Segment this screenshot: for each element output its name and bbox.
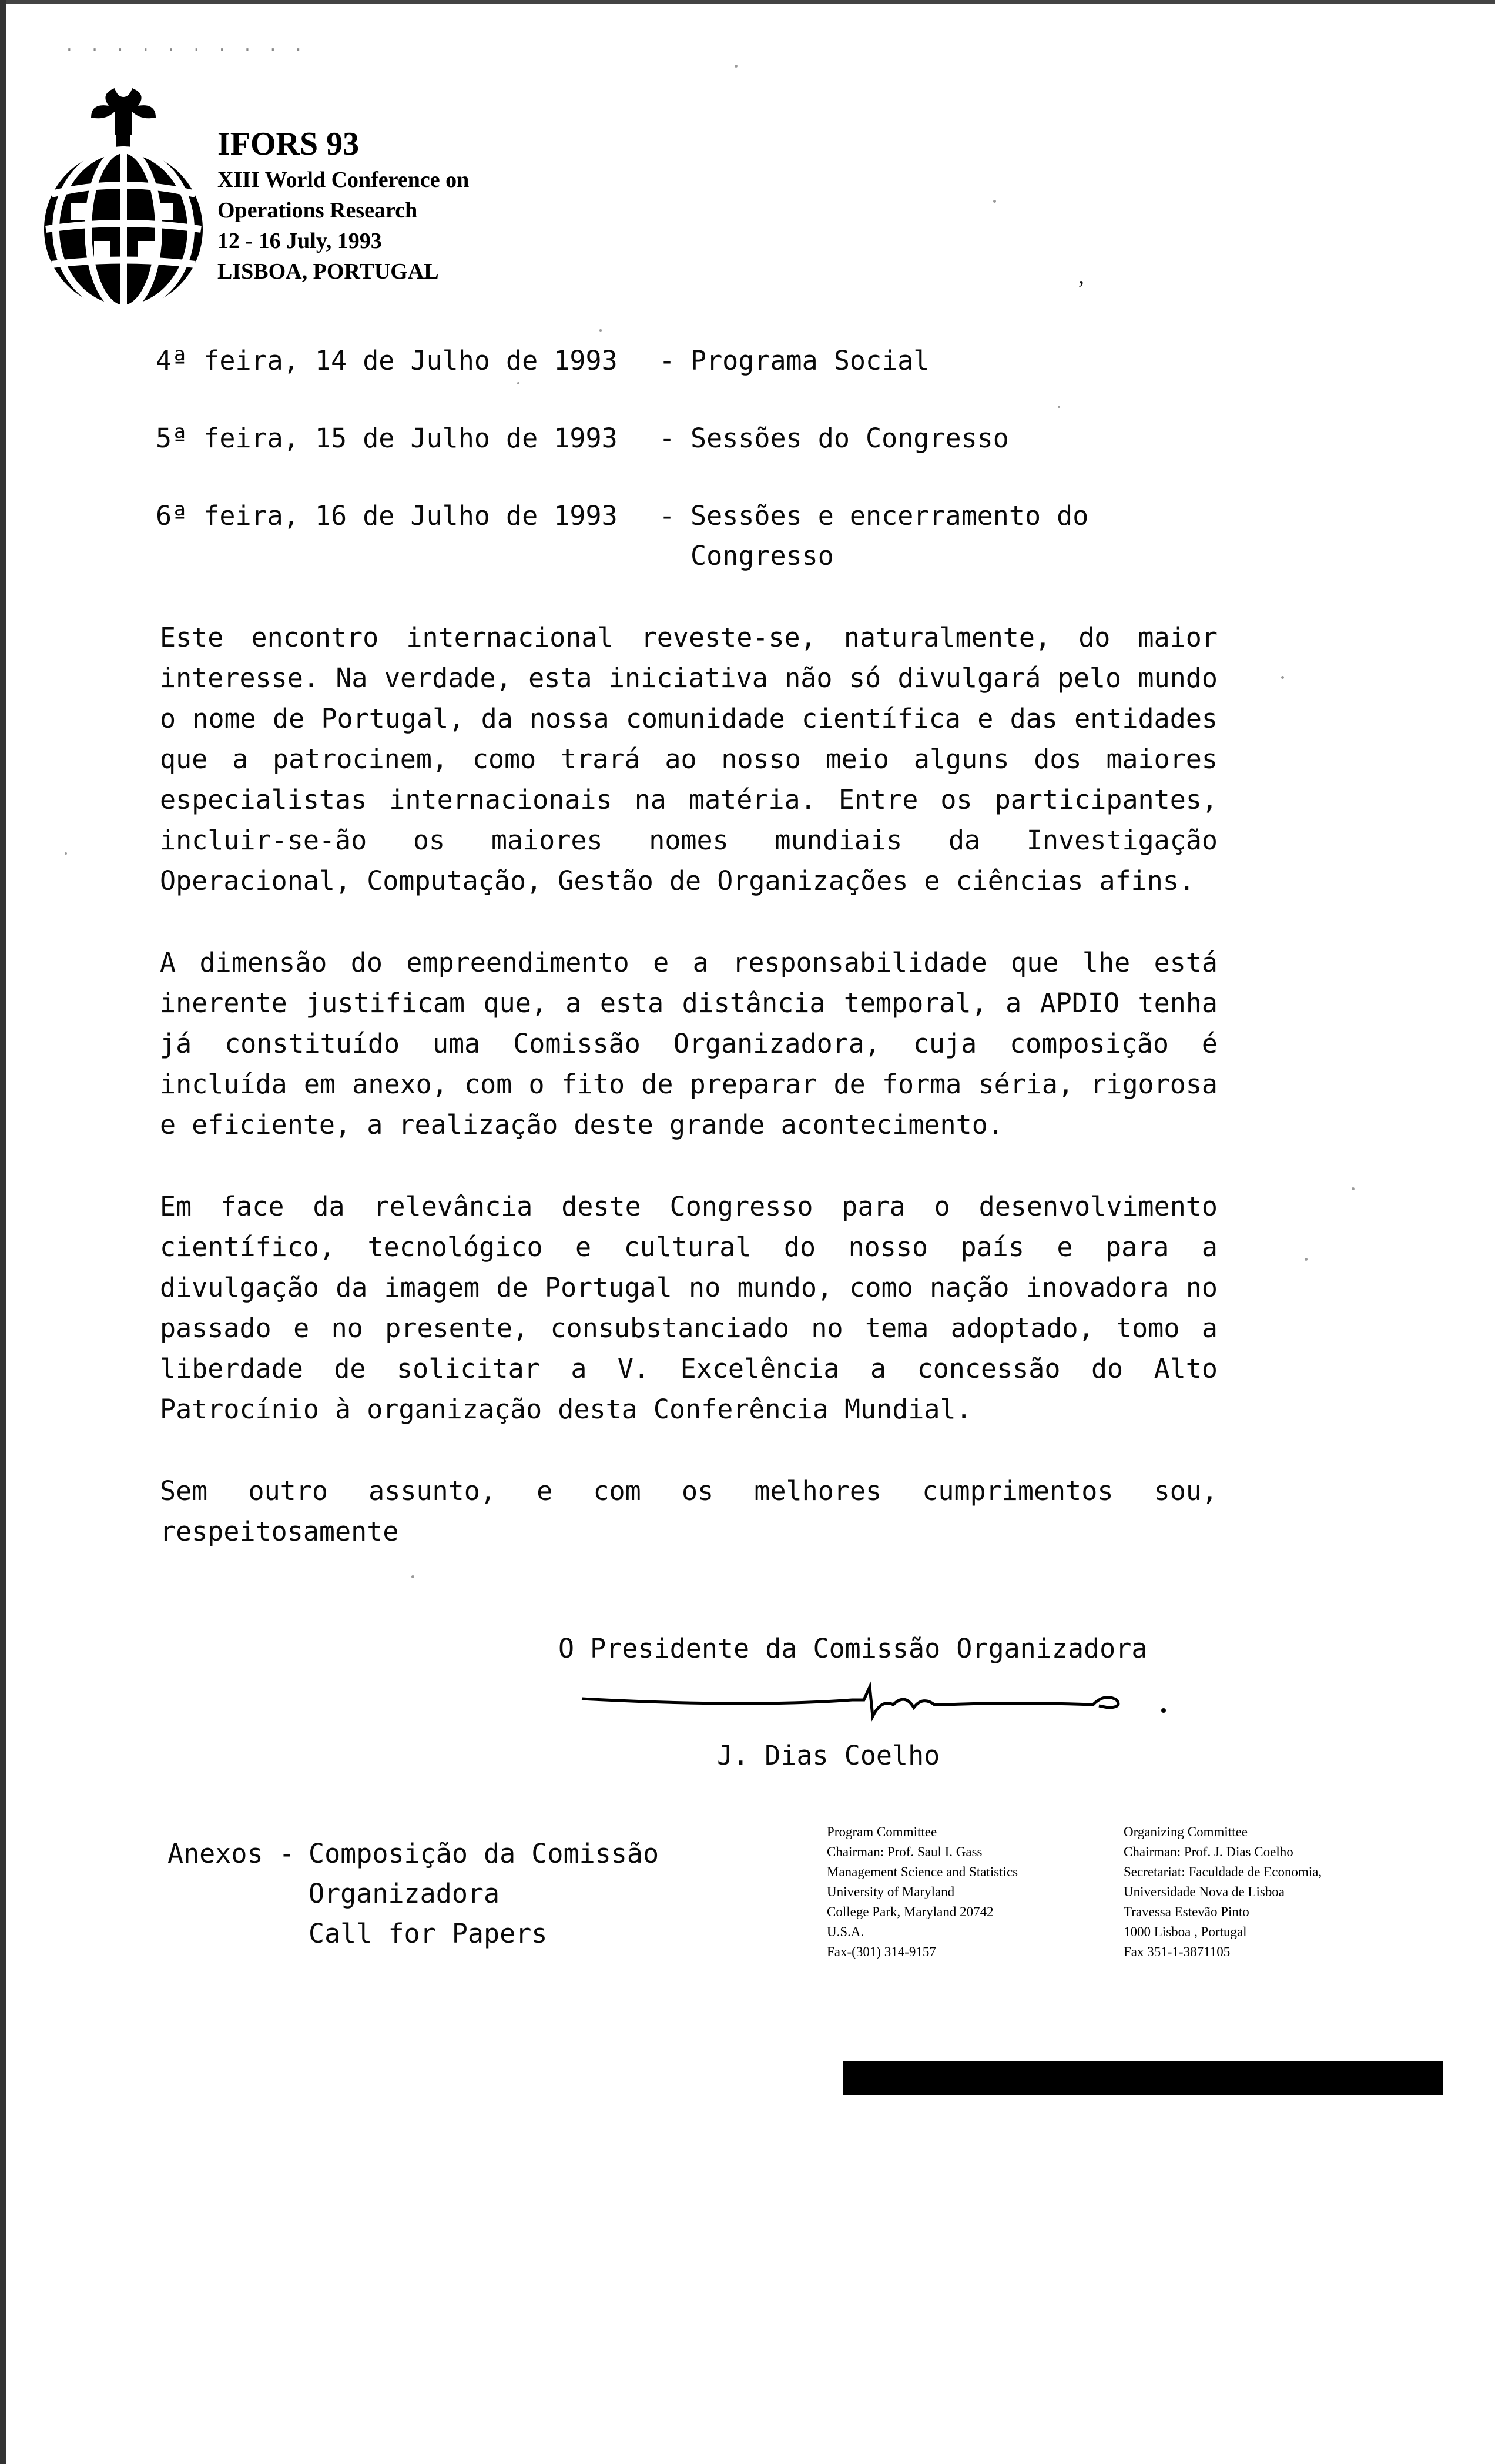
scan-speckle	[599, 329, 602, 332]
committee-line: College Park, Maryland 20742	[827, 1904, 994, 1919]
schedule-row	[156, 496, 1272, 576]
program-committee	[827, 1822, 1018, 1962]
body-paragraph: Em face da relevância deste Congresso para o desenvolvimento científico, tecnológico e cultural do nosso país e para a divulgação da imagem de Portugal no mundo, como nação inovadora no passado e no presente, consubstanciado no tema adoptado, tomo a liberdade de solicitar a V. Excelência a concessão do Alto Patrocínio à organização desta Conferência Mundial.	[160, 1191, 1218, 1425]
committee-line: Chairman: Prof. J. Dias Coelho	[1124, 1844, 1293, 1859]
page-left-edge	[0, 0, 6, 2464]
committee-heading: Organizing Committee	[1124, 1824, 1248, 1839]
committee-line: Universidade Nova de Lisboa	[1124, 1884, 1285, 1899]
scan-speckle	[1281, 676, 1284, 679]
letter-body	[160, 617, 1218, 1593]
stray-mark: ,	[1078, 262, 1084, 289]
handwritten-signature	[570, 1675, 1246, 1728]
committee-line: Travessa Estevão Pinto	[1124, 1904, 1249, 1919]
closing-paragraph: Sem outro assunto, e com os melhores cumprimentos sou, respeitosamente	[160, 1475, 1218, 1547]
schedule-event: Sessões e encerramento do Congresso	[690, 500, 1089, 571]
schedule-date: 4ª feira, 14 de Julho de 1993	[156, 345, 618, 376]
committee-line: Chairman: Prof. Saul I. Gass	[827, 1844, 983, 1859]
conference-title: IFORS 93	[217, 126, 360, 162]
committee-line: U.S.A.	[827, 1924, 864, 1939]
schedule-row	[156, 419, 1272, 458]
signatory-title: O Presidente da Comissão Organizadora	[558, 1633, 1148, 1664]
fax-transmission-header: · · · · · · · · · ·	[65, 41, 307, 59]
schedule-date: 5ª feira, 15 de Julho de 1993	[156, 423, 618, 454]
page-top-edge	[0, 0, 1495, 4]
signature-block	[558, 1628, 1263, 1771]
committee-fax: Fax 351-1-3871105	[1124, 1944, 1231, 1959]
annex-item: Call for Papers	[309, 1918, 548, 1949]
schedule-event: Programa Social	[690, 345, 930, 376]
letterhead-line: XIII World Conference on	[217, 168, 470, 192]
annexes-list	[309, 1834, 659, 1954]
scan-speckle	[411, 1575, 414, 1578]
committee-line: 1000 Lisboa , Portugal	[1124, 1924, 1247, 1939]
scan-speckle	[735, 65, 738, 68]
letterhead-location: LISBOA, PORTUGAL	[217, 259, 439, 284]
scan-speckle	[1352, 1187, 1355, 1190]
annexes-label: Anexos -	[167, 1838, 295, 1869]
organizing-committee	[1124, 1822, 1322, 1962]
schedule-dash: -	[659, 500, 675, 531]
letterhead-dates: 12 - 16 July, 1993	[217, 229, 382, 253]
schedule-dash: -	[659, 423, 675, 454]
scan-speckle	[517, 382, 519, 384]
letterhead-line: Operations Research	[217, 198, 418, 223]
committee-heading: Program Committee	[827, 1824, 937, 1839]
schedule-event: Sessões do Congresso	[690, 423, 1009, 454]
letterhead	[217, 123, 469, 287]
scan-speckle	[1058, 406, 1060, 408]
scan-speckle	[1305, 1258, 1308, 1261]
body-paragraph: A dimensão do empreendimento e a responsabilidade que lhe está inerente justificam que, a esta distância temporal, a APDIO tenha já constituído uma Comissão Organizadora, cuja composição é incluída em anexo, com o fito de preparar de forma séria, rigorosa e eficiente, a realização deste grande acontecimento.	[160, 947, 1218, 1140]
committee-line: Secretariat: Faculdade de Economia,	[1124, 1864, 1322, 1879]
committee-line: Management Science and Statistics	[827, 1864, 1018, 1879]
committee-line: University of Maryland	[827, 1884, 955, 1899]
body-paragraph: Este encontro internacional reveste-se, naturalmente, do maior interesse. Na verdade, esta iniciativa não só divulgará pelo mundo o nome de Portugal, da nossa comunidade científica e das entidades que a patrocinem, como trará ao nosso meio alguns dos maiores especialistas internacionais na matéria. Entre os participantes, incluir-se-ão os maiores nomes mundiais da Investigação Operacional, Computação, Gestão de Organizações e ciências afins.	[160, 622, 1218, 896]
annex-item: Composição da Comissão	[309, 1838, 659, 1869]
signatory-name: J. Dias Coelho	[717, 1740, 940, 1771]
scan-speckle	[993, 200, 996, 203]
annexes	[167, 1834, 659, 1954]
scan-speckle	[65, 852, 67, 855]
annex-item: Organizadora	[309, 1878, 500, 1909]
committee-fax: Fax-(301) 314-9157	[827, 1944, 936, 1959]
schedule-date: 6ª feira, 16 de Julho de 1993	[156, 500, 618, 531]
schedule-row	[156, 341, 1272, 381]
redaction-bar	[843, 2061, 1443, 2095]
globe-with-cross-icon	[35, 76, 212, 323]
schedule-list	[156, 341, 1272, 614]
schedule-dash: -	[659, 345, 675, 376]
